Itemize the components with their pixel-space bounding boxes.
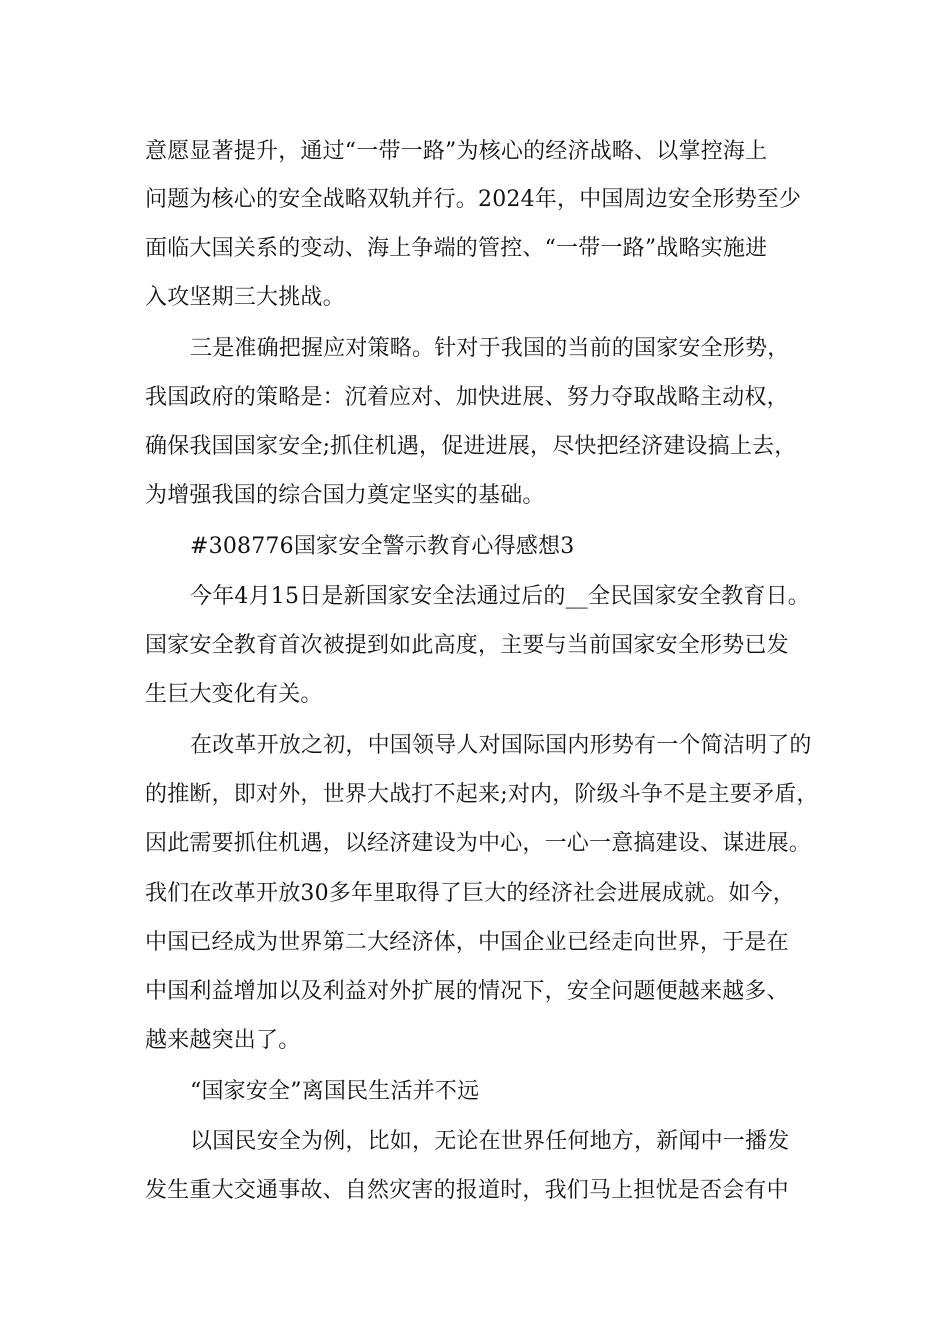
text-line: 生巨大变化有关。 xyxy=(145,682,323,707)
section-heading: #308776国家安全警示教育心得感想3 xyxy=(190,534,575,559)
text-line: 我国政府的策略是：沉着应对、加快进展、努力夺取战略主动权， xyxy=(145,385,789,410)
text-line: 为增强我国的综合国力奠定坚实的基础。 xyxy=(145,483,545,508)
text-line: 因此需要抓住机遇，以经济建设为中心，一心一意搞建设、谋进展。 xyxy=(145,831,812,856)
paragraph-first-line: 三是准确把握应对策略。针对于我国的当前的国家安全形势， xyxy=(190,336,790,361)
text-line: 我们在改革开放30多年里取得了巨大的经济社会进展成就。如今， xyxy=(145,881,795,906)
text-line: 面临大国关系的变动、海上争端的管控、“一带一路”战略实施进 xyxy=(145,236,768,261)
text-line: 中国已经成为世界第二大经济体，中国企业已经走向世界，于是在 xyxy=(145,930,789,955)
text-line: 入攻坚期三大挑战。 xyxy=(145,285,345,310)
text-line: 中国利益增加以及利益对外扩展的情况下，安全问题便越来越多、 xyxy=(145,979,789,1004)
text-line: 问题为核心的安全战略双轨并行。2024年，中国周边安全形势至少 xyxy=(145,187,802,212)
paragraph-first-line: 在改革开放之初，中国领导人对国际国内形势有一个简洁明了的 xyxy=(190,733,812,758)
text-line: 的推断，即对外，世界大战打不起来;对内，阶级斗争不是主要矛盾， xyxy=(145,782,819,807)
section-heading: “国家安全”离国民生活并不远 xyxy=(190,1079,480,1104)
text-line: 意愿显著提升，通过“一带一路”为核心的经济战略、以掌控海上 xyxy=(145,139,768,164)
text-line: 越来越突出了。 xyxy=(145,1028,301,1053)
text-line: 发生重大交通事故、自然灾害的报道时，我们马上担忧是否会有中 xyxy=(145,1178,789,1203)
paragraph-first-line: 今年4月15日是新国家安全法通过后的__全民国家安全教育日。 xyxy=(190,584,810,609)
text-line: 确保我国国家安全;抓住机遇，促进进展，尽快把经济建设搞上去， xyxy=(145,434,797,459)
paragraph-first-line: 以国民安全为例，比如，无论在世界任何地方，新闻中一播发 xyxy=(190,1129,790,1154)
text-line: 国家安全教育首次被提到如此高度，主要与当前国家安全形势已发 xyxy=(145,633,789,658)
